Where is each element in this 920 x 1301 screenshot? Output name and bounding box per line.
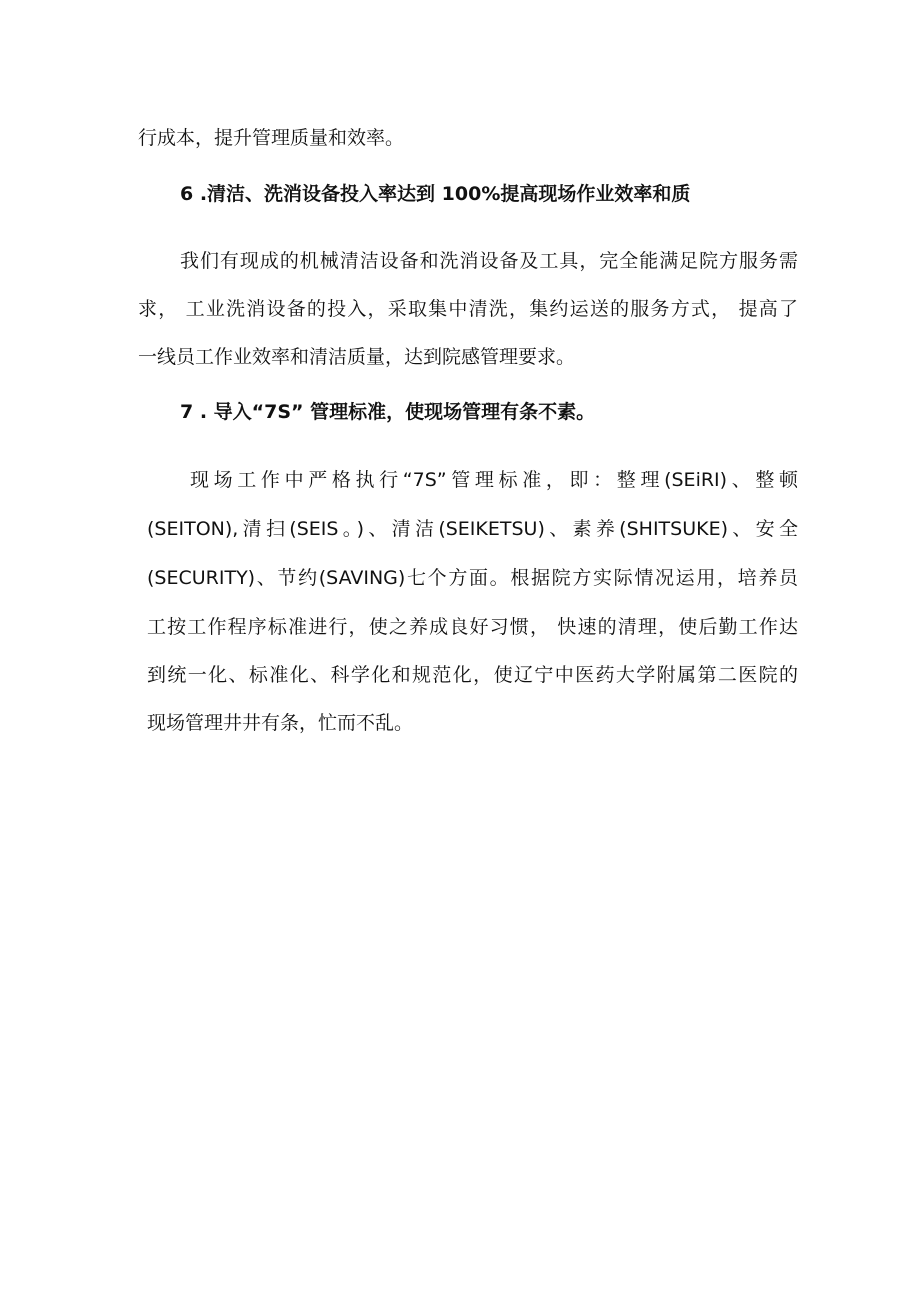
intro-continuation-line: 行成本，提升管理质量和效率。 [138, 127, 405, 149]
section-7-paragraph-line-6: 现场管理井井有条，忙而不乱。 [147, 712, 414, 734]
section-7-paragraph-line-1: 现场工作中严格执行“7S”管理标准，即：整理(SEiRI)、整顿 [190, 469, 798, 491]
section-6-paragraph-line-3: 一线员工作业效率和清洁质量，达到院感管理要求。 [138, 346, 576, 368]
section-7-heading: 7 . 导入“7S” 管理标准，使现场管理有条不素。 [180, 401, 596, 423]
section-7-paragraph-line-2: (SEITON),清扫(SEIS。)、清洁(SEIKETSU)、素养(SHITSUKE)、安全 [147, 518, 798, 540]
section-6-paragraph-line-2: 求， 工业洗消设备的投入，采取集中清洗，集约运送的服务方式， 提高了 [138, 298, 798, 320]
section-7-paragraph-line-5: 到统一化、标准化、科学化和规范化，使辽宁中医药大学附属第二医院的 [147, 664, 798, 686]
section-6-heading: 6 .清洁、洗消设备投入率达到 100%提高现场作业效率和质 [180, 183, 691, 205]
section-6-paragraph-line-1: 我们有现成的机械清洁设备和洗消设备及工具，完全能满足院方服务需 [180, 250, 798, 272]
section-7-paragraph-line-4: 工按工作程序标准进行，使之养成良好习惯， 快速的清理，使后勤工作达 [147, 616, 798, 638]
section-7-paragraph-line-3: (SECURITY)、节约(SAVING)七个方面。根据院方实际情况运用，培养员 [147, 567, 798, 589]
